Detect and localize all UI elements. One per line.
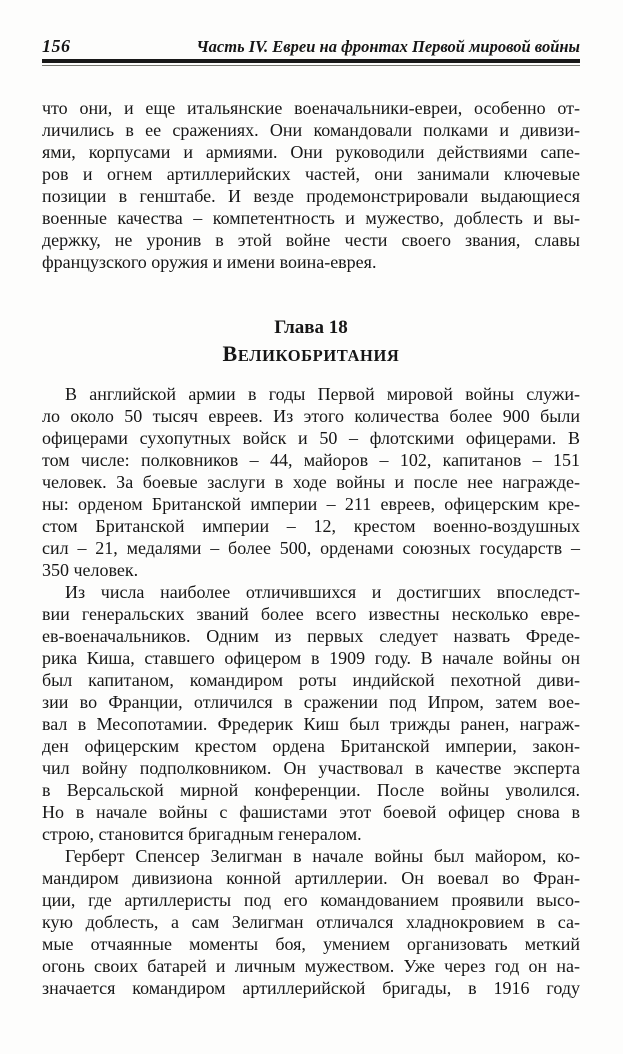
paragraph (42, 581, 580, 845)
text-line: мые отчаянные моменты боя, умением организовать меткий (42, 934, 580, 954)
text-line: ями, корпусами и армиями. Они руководили действиями сапе- (42, 142, 580, 162)
text-line: вии генеральских званий более всего известны несколько евре- (42, 604, 580, 624)
running-title: Часть IV. Евреи на фронтах Первой мировой войны (196, 37, 580, 56)
text-line: стом Британской империи – 12, крестом военно-воздушных (42, 516, 580, 536)
text-line: ции, где артиллеристы под его командованием проявили высо- (42, 890, 580, 910)
text-line: Герберт Спенсер Зелигман в начале войны был майором, ко- (65, 846, 580, 866)
text-line: Но в начале войны с фашистами этот боевой офицер снова в (42, 802, 580, 822)
chapter-label: Глава 18 (274, 317, 348, 338)
text-line: огонь своих батарей и личным мужеством. Уже через год он на- (42, 956, 580, 976)
page-header (42, 0, 580, 57)
paragraph (42, 845, 580, 999)
text-line: был капитаном, командиром роты индийской пехотной диви- (42, 670, 580, 690)
text-line: военные качества – компетентность и мужество, доблесть и вы- (42, 208, 580, 228)
text-line: значается командиром артиллерийской бригады, в 1916 году (42, 978, 580, 998)
text-line: позиции в генштабе. И везде продемонстрировали выдающиеся (42, 186, 580, 206)
chapter-title: ВЕЛИКОБРИТАНИЯ (222, 341, 400, 366)
page-body (42, 97, 580, 999)
text-line: мандиром дивизиона конной артиллерии. Он воевал во Фран- (42, 868, 580, 888)
text-line: человек. За боевые заслуги в ходе войны и после нее награжде- (42, 472, 580, 492)
text-line: зии во Франции, отличился в сражении под Ипром, затем вое- (42, 692, 580, 712)
text-line: держку, не уронив в этой войне чести своего звания, славы (42, 230, 580, 250)
page-number: 156 (42, 36, 71, 56)
text-line: кую доблесть, а сам Зелигман отличался хладнокровием в са- (42, 912, 580, 932)
text-line: сил – 21, медалями – более 500, орденами союзных государств – (42, 538, 580, 558)
text-line: рика Киша, ставшего офицером в 1909 году. В начале войны он (42, 648, 580, 668)
text-line: ев-военачальников. Одним из первых следует назвать Фреде- (42, 626, 580, 646)
text-line: В английской армии в годы Первой мировой войны служи- (65, 384, 580, 404)
paragraph (42, 97, 580, 273)
text-line: ло около 50 тысяч евреев. Из этого количества более 900 были (42, 406, 580, 426)
text-line: том числе: полковников – 44, майоров – 102, капитанов – 151 (42, 450, 580, 470)
text-line: французского оружия и имени воина-еврея. (42, 252, 377, 272)
text-line: ны: орденом Британской империи – 211 евреев, офицерским кре- (42, 494, 580, 514)
text-line: ден офицерским крестом ордена Британской империи, закон- (42, 736, 580, 756)
header-rule-thin (42, 65, 580, 66)
text-line: в Версальской мирной конференции. После войны уволился. (42, 780, 580, 800)
text-line: чил войну подполковником. Он участвовал в качестве эксперта (42, 758, 580, 778)
paragraph (42, 383, 580, 581)
text-line: 350 человек. (42, 560, 139, 580)
text-line: строю, становится бригадным генералом. (42, 824, 362, 844)
text-line: личились в ее сражениях. Они командовали полками и дивизи- (42, 120, 580, 140)
text-line: что они, и еще итальянские военачальники-евреи, особенно от- (42, 98, 580, 118)
header-rule-thick (42, 59, 580, 63)
text-line: ров и огнем артиллерийских частей, они занимали ключевые (42, 164, 580, 184)
text-line: вал в Месопотамии. Фредерик Киш был трижды ранен, награж- (42, 714, 580, 734)
text-line: офицерами сухопутных войск и 50 – флотскими офицерами. В (42, 428, 580, 448)
text-line: Из числа наиболее отличившихся и достигших впоследст- (65, 582, 580, 602)
